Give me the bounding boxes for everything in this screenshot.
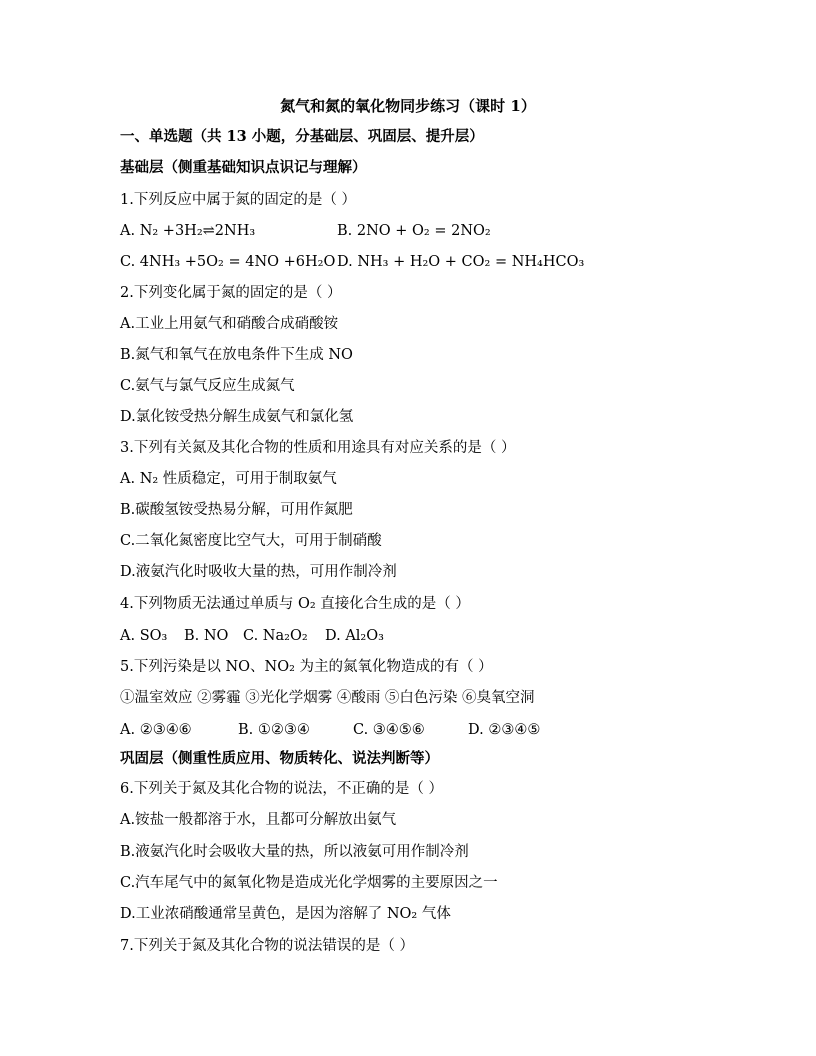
question-1-stem: 1.下列反应中属于氮的固定的是（ ） (120, 192, 356, 208)
question-1-option-b: B. 2NO + O₂ = 2NO₂ (337, 223, 491, 239)
question-2-option-d: D.氯化铵受热分解生成氨气和氯化氢 (120, 409, 354, 425)
question-5-option-c: C. ③④⑤⑥ (353, 722, 425, 738)
question-5-options (120, 720, 540, 740)
question-1-options-ab (120, 221, 491, 241)
question-4-option-b: B. NO (184, 628, 229, 644)
question-6-option-b: B.液氨汽化时会吸收大量的热，所以液氨可用作制冷剂 (120, 844, 469, 860)
question-2-option-a: A.工业上用氨气和硝酸合成硝酸铵 (120, 316, 339, 332)
question-5-items: ①温室效应 ②雾霾 ③光化学烟雾 ④酸雨 ⑤白色污染 ⑥臭氧空洞 (120, 690, 535, 706)
layer-heading-basic: 基础层（侧重基础知识点识记与理解） (120, 159, 367, 176)
question-3-option-a: A. N₂ 性质稳定，可用于制取氨气 (120, 471, 337, 487)
section-heading: 一、单选题（共 13 小题，分基础层、巩固层、提升层） (120, 128, 484, 145)
question-4-options (120, 626, 384, 646)
question-1-option-d: D. NH₃ + H₂O + CO₂ = NH₄HCO₃ (337, 254, 585, 270)
question-4-option-a: A. SO₃ (120, 628, 168, 644)
question-1-option-c: C. 4NH₃ +5O₂ = 4NO +6H₂O (120, 254, 336, 270)
question-5-option-a: A. ②③④⑥ (120, 722, 192, 738)
question-6-option-c: C.汽车尾气中的氮氧化物是造成光化学烟雾的主要原因之一 (120, 875, 498, 891)
question-3-option-c: C.二氧化氮密度比空气大，可用于制硝酸 (120, 533, 382, 549)
question-1-options-cd (120, 252, 584, 272)
question-2-option-c: C.氨气与氯气反应生成氮气 (120, 378, 295, 394)
question-2-stem: 2.下列变化属于氮的固定的是（ ） (120, 285, 342, 301)
document-title: 氮气和氮的氧化物同步练习（课时 1） (280, 97, 536, 115)
question-2-option-b: B.氮气和氧气在放电条件下生成 NO (120, 347, 353, 363)
question-5-option-b: B. ①②③④ (238, 722, 310, 738)
layer-heading-consolidate: 巩固层（侧重性质应用、物质转化、说法判断等） (120, 750, 439, 767)
question-1-option-a: A. N₂ +3H₂⇌2NH₃ (120, 223, 256, 239)
question-6-stem: 6.下列关于氮及其化合物的说法，不正确的是（ ） (120, 781, 443, 797)
question-6-option-d: D.工业浓硝酸通常呈黄色，是因为溶解了 NO₂ 气体 (120, 906, 451, 922)
question-6-option-a: A.铵盐一般都溶于水，且都可分解放出氨气 (120, 812, 397, 828)
question-5-stem: 5.下列污染是以 NO、NO₂ 为主的氮氧化物造成的有（ ） (120, 659, 493, 675)
question-3-option-d: D.液氨汽化时吸收大量的热，可用作制冷剂 (120, 564, 397, 580)
question-4-option-d: D. Al₂O₃ (325, 628, 384, 644)
question-4-stem: 4.下列物质无法通过单质与 O₂ 直接化合生成的是（ ） (120, 596, 470, 612)
question-5-option-d: D. ②③④⑤ (468, 722, 541, 738)
question-3-stem: 3.下列有关氮及其化合物的性质和用途具有对应关系的是（ ） (120, 440, 516, 456)
question-3-option-b: B.碳酸氢铵受热易分解，可用作氮肥 (120, 502, 353, 518)
question-4-option-c: C. Na₂O₂ (243, 628, 308, 644)
question-7-stem: 7.下列关于氮及其化合物的说法错误的是（ ） (120, 938, 414, 954)
